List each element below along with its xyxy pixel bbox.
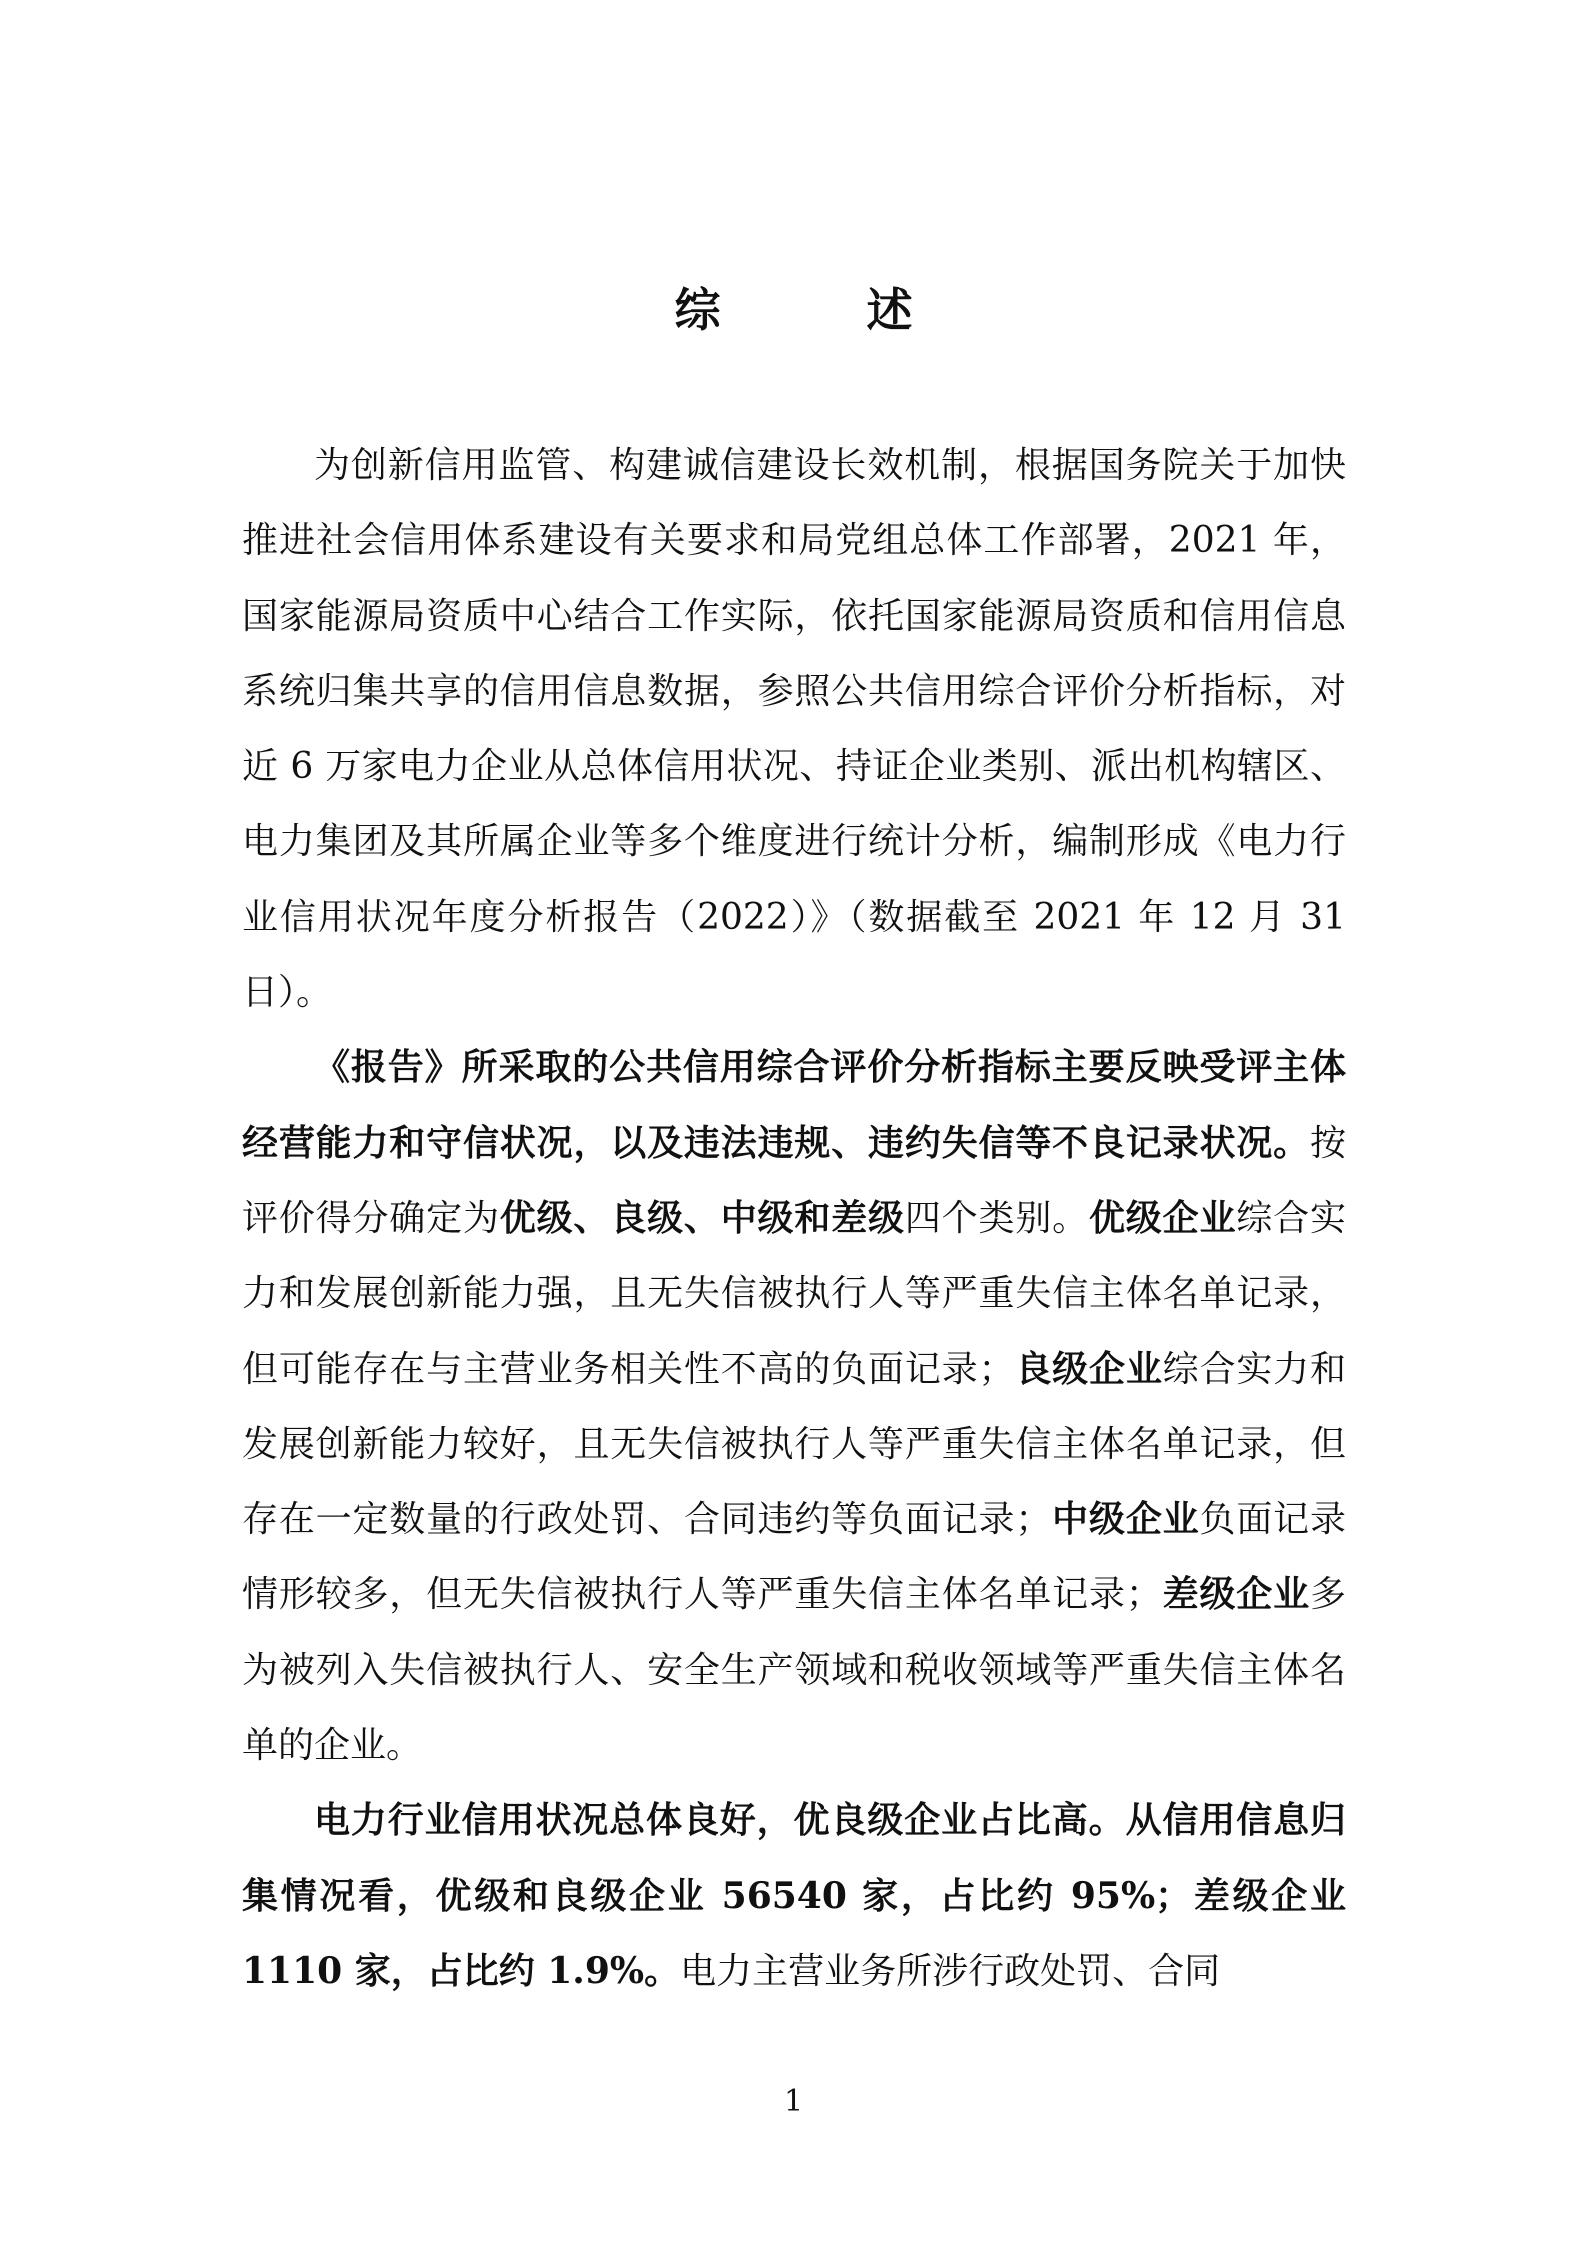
paragraph-rating-categories [242,1030,1346,1783]
rating-text: 四个类别。 [904,1197,1089,1239]
rating-summary-bold: 《报告》所采取的公共信用综合评价分析指标主要反映受评主体经营能力和守信状况，以及违法违规、违约失信等不良记录状况。 [242,1046,1346,1164]
page-title: 综 述 [674,283,963,337]
excellent-grade-label: 优级企业 [1088,1196,1237,1239]
good-grade-label: 良级企业 [1014,1347,1163,1390]
poor-grade-label: 差级企业 [1161,1573,1310,1616]
paragraph-intro [242,428,1346,1030]
page-number: 1 [783,2084,804,2119]
intro-text: 为创新信用监管、构建诚信建设长效机制，根据国务院关于加快推进社会信用体系建设有关要求和局党组总体工作部署，2021 年，国家能源局资质中心结合工作实际，依托国家能源局资质和信用信息系统归集共享的信用信息数据，参照公共信用综合评价分析指标，对近 6 万家电力企业从总体信用状况、持证企业类别、派出机构辖区、电力集团及其所属企业等多个维度进行统计分析，编制形成《电力行业信用状况年度分析报告（2022）》（数据截至 2021 年 12 月 31 日）。 [242,445,1346,1014]
rating-text: 按评价得分确定为 [242,1122,1346,1239]
overall-status-text: 电力主营业务所涉行政处罚、合同 [680,1950,1221,1992]
rating-levels-bold: 优级、良级、中级和差级 [499,1196,905,1239]
medium-grade-description: 负面记录情形较多，但无失信被执行人等严重失信主体名单记录； [242,1499,1346,1616]
medium-grade-label: 中级企业 [1051,1498,1200,1541]
paragraph-overall-status [242,1783,1346,2009]
excellent-grade-description: 综合实力和发展创新能力强，且无失信被执行人等严重失信主体名单记录，但可能存在与主营业务相关性不高的负面记录； [242,1197,1346,1390]
document-body [242,428,1346,2009]
poor-grade-description: 多为被列入失信被执行人、安全生产领域和税收领域等严重失信主体名单的企业。 [242,1574,1346,1767]
overall-status-bold: 电力行业信用状况总体良好，优良级企业占比高。从信用信息归集情况看，优级和良级企业 56540 家，占比约 95%；差级企业 1110 家，占比约 1.9%。 [242,1799,1346,1992]
good-grade-description: 综合实力和发展创新能力较好，且无失信被执行人等严重失信主体名单记录，但存在一定数量的行政处罚、合同违约等负面记录； [242,1348,1346,1541]
